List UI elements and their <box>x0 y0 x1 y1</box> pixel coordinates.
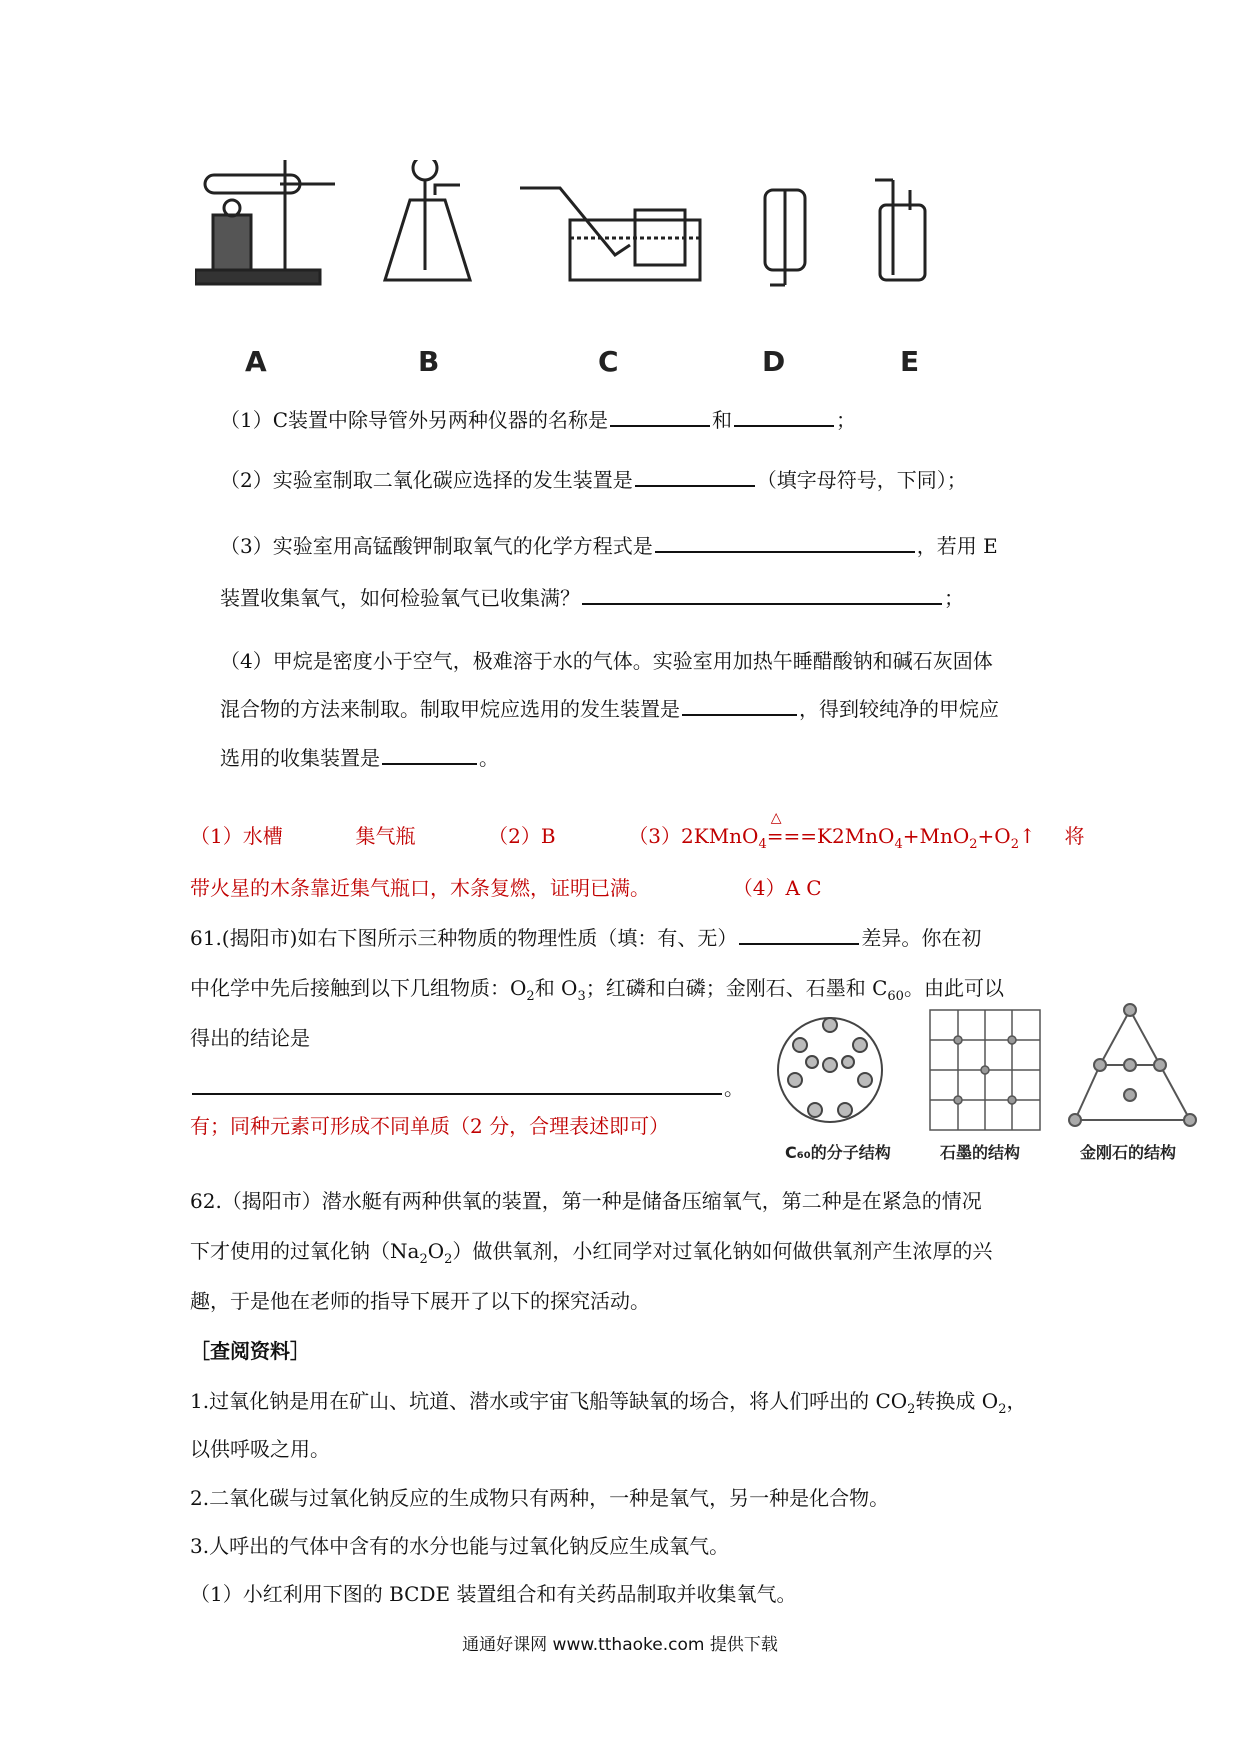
answer-blank[interactable] <box>610 405 710 427</box>
apparatus-figure <box>195 160 1075 380</box>
apparatus-label-e: E <box>900 345 920 378</box>
answer-blank[interactable] <box>382 743 477 765</box>
answer-blank[interactable] <box>655 531 915 553</box>
answer-blank[interactable] <box>635 465 755 487</box>
answer-blank[interactable] <box>582 583 942 605</box>
material-1-line1: 1.过氧化钠是用在矿山、坑道、潜水或宇宙飞船等缺氧的场合，将人们呼出的 $CO_2$转换成 $O_2$， <box>190 1389 1027 1417</box>
question-4-line3: 选用的收集装置是 。 <box>220 742 499 774</box>
question-62-line2: 下才使用的过氧化钠$(Na_2O_2)$做供氧剂，小红同学对过氧化钠如何做供氧剂产生浓厚的兴 <box>190 1239 993 1267</box>
graphite-caption: 石墨的结构 <box>940 1143 1021 1162</box>
question-2: （2）实验室制取二氧化碳应选择的发生装置是 （填字母符号，下同）； <box>220 464 967 496</box>
question-1: （1）C装置中除导管外另两种仪器的名称是 和 ； <box>220 404 856 436</box>
answer-line-2: 带火星的木条靠近集气瓶口，木条复燃，证明已满。 （4）A C <box>190 876 822 900</box>
heat-symbol: △ <box>770 810 782 826</box>
diamond-structure-icon <box>1069 1004 1196 1126</box>
answer-blank[interactable] <box>739 923 859 945</box>
page-footer: 通通好课网 www.tthaoke.com 提供下载 <box>462 1635 778 1655</box>
c60-caption: C₆₀的分子结构 <box>785 1143 891 1162</box>
question-61-line3: 得出的结论是 <box>190 1026 310 1050</box>
question-61-line4: 。 <box>190 1072 744 1104</box>
apparatus-label-a: A <box>245 345 267 378</box>
answer-blank[interactable] <box>192 1073 722 1095</box>
graphite-structure-icon <box>930 1010 1040 1130</box>
diamond-caption: 金刚石的结构 <box>1080 1143 1177 1162</box>
carbon-structures-figure <box>770 1000 1210 1170</box>
apparatus-e-icon <box>875 180 925 280</box>
apparatus-label-c: C <box>598 345 619 378</box>
sub-question-1: （1）小红利用下图的 BCDE 装置组合和有关药品制取并收集氧气。 <box>190 1582 797 1606</box>
apparatus-b-icon <box>385 160 470 280</box>
section-heading: ［查阅资料］ <box>190 1339 310 1363</box>
question-62-line1: 62.（揭阳市）潜水艇有两种供氧的装置，第一种是储备压缩氧气，第二种是在紧急的情况 <box>190 1189 982 1213</box>
apparatus-d-icon <box>765 190 805 285</box>
question-61-line1: 61.(揭阳市)如右下图所示三种物质的物理性质（填：有、无） 差异。你在初 <box>190 922 981 954</box>
apparatus-a-icon <box>195 160 335 284</box>
material-1-line2: 以供呼吸之用。 <box>190 1437 330 1461</box>
question-61-line2: 中化学中先后接触到以下几组物质：$O_2$和 $O_3$；红磷和白磷；金刚石、石墨和 $C_{60}$。由此可以 <box>190 976 1004 1004</box>
material-2: 2.二氧化碳与过氧化钠反应的生成物只有两种，一种是氧气，另一种是化合物。 <box>190 1486 890 1510</box>
question-62-line3: 趣，于是他在老师的指导下展开了以下的探究活动。 <box>190 1289 650 1313</box>
material-3: 3.人呼出的气体中含有的水分也能与过氧化钠反应生成氧气。 <box>190 1534 730 1558</box>
question-3-line1: （3）实验室用高锰酸钾制取氧气的化学方程式是 ，若用 E <box>220 530 998 562</box>
question-61-answer: 有；同种元素可形成不同单质（2 分，合理表述即可） <box>190 1114 670 1138</box>
c60-molecule-icon <box>778 1018 882 1122</box>
question-4-line2: 混合物的方法来制取。制取甲烷应选用的发生装置是 ，得到较纯净的甲烷应 <box>220 693 999 725</box>
answer-blank[interactable] <box>682 694 797 716</box>
apparatus-label-b: B <box>418 345 440 378</box>
structures-svg <box>770 1000 1210 1140</box>
answer-blank[interactable] <box>734 405 834 427</box>
answer-line-1: （1）水槽 集气瓶 （2）B （3）2KMnO$_4$ △ $===K2MnO_4+MnO_2+O_2↑$ 将 <box>190 820 1084 861</box>
question-4-line1: （4）甲烷是密度小于空气，极难溶于水的气体。实验室用加热午睡醋酸钠和碱石灰固体 <box>220 649 993 673</box>
question-3-line2: 装置收集氧气，如何检验氧气已收集满？ ； <box>220 582 964 614</box>
apparatus-label-d: D <box>762 345 786 378</box>
apparatus-c-icon <box>520 188 700 280</box>
